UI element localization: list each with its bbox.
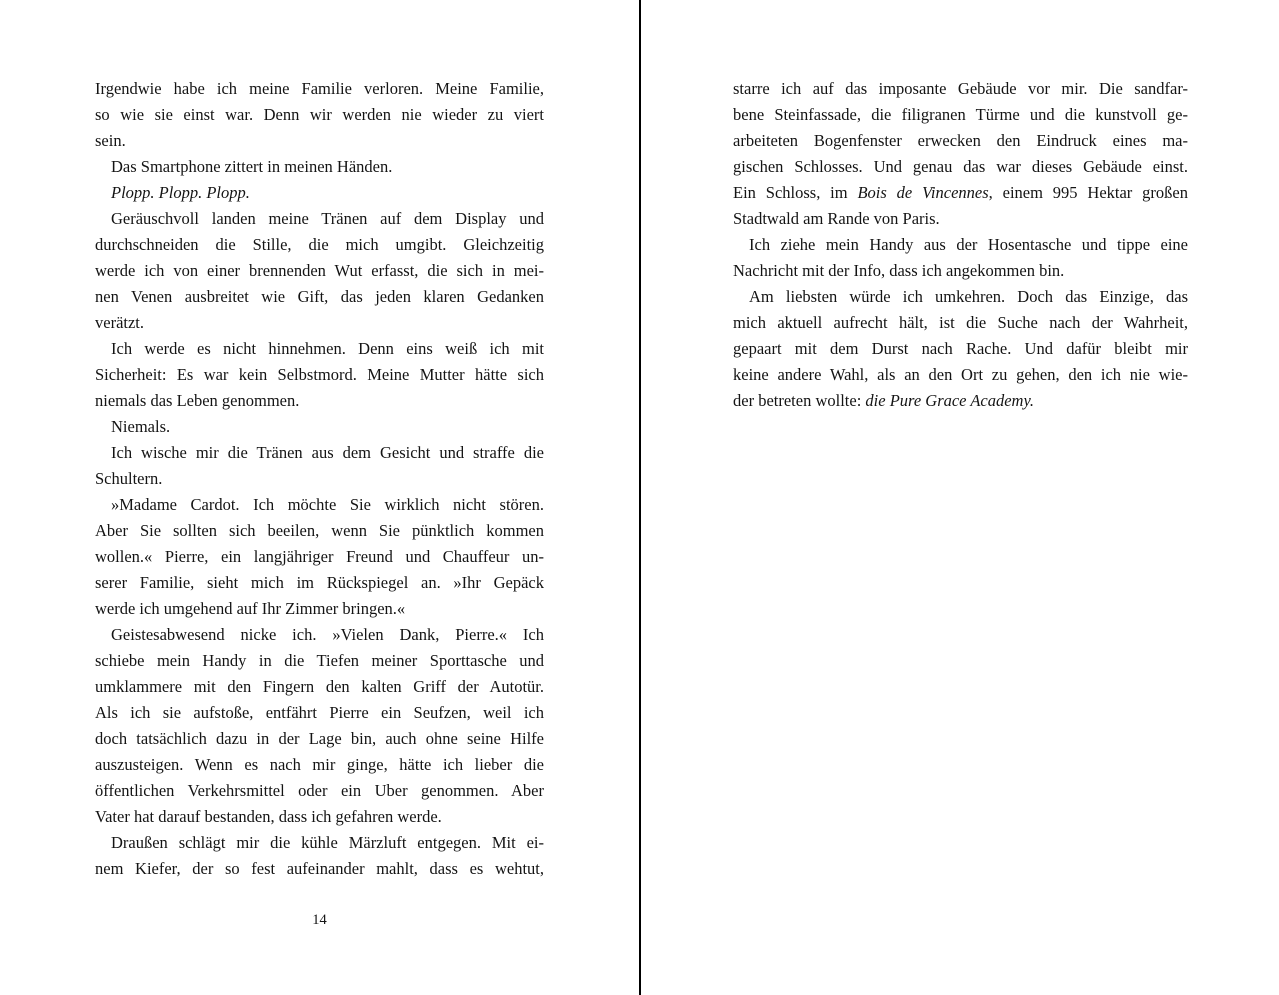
- text-run: sein.: [95, 131, 126, 150]
- text-run: niemals das Leben genommen.: [95, 391, 300, 410]
- text-run: umklammere mit den Fingern den kalten Griff der Autotür.: [95, 677, 544, 696]
- page-left-text-block: [95, 76, 544, 882]
- text-run: Ich wische mir die Tränen aus dem Gesicht und straffe die: [111, 443, 544, 462]
- text-run: Stadtwald am Rande von Paris.: [733, 209, 940, 228]
- text-run: nen Venen ausbreitet wie Gift, das jeden klaren Gedanken: [95, 287, 544, 306]
- text-line: [733, 310, 1188, 336]
- text-run: Aber Sie sollten sich beeilen, wenn Sie pünktlich kommen: [95, 521, 544, 540]
- text-line: [733, 258, 1188, 284]
- text-run: Vater hat darauf bestanden, dass ich gefahren werde.: [95, 807, 442, 826]
- text-run: Geräuschvoll landen meine Tränen auf dem Display und: [111, 209, 544, 228]
- text-run: so wie sie einst war. Denn wir werden nie wieder zu viert: [95, 105, 544, 124]
- text-run: Am liebsten würde ich umkehren. Doch das Einzige, das: [749, 287, 1188, 306]
- text-line: [95, 76, 544, 102]
- page-right-text-block: [733, 76, 1188, 414]
- text-run: arbeiteten Bogenfenster erwecken den Eindruck eines ma-: [733, 131, 1188, 150]
- text-line: [95, 362, 544, 388]
- text-run: auszusteigen. Wenn es nach mir ginge, hätte ich lieber die: [95, 755, 544, 774]
- text-line: [733, 284, 1188, 310]
- text-line: [733, 362, 1188, 388]
- text-line: [95, 830, 544, 856]
- text-run: Sicherheit: Es war kein Selbstmord. Meine Mutter hätte sich: [95, 365, 544, 384]
- text-line: [733, 336, 1188, 362]
- text-run: wollen.« Pierre, ein langjähriger Freund und Chauffeur un-: [95, 547, 544, 566]
- text-run: gischen Schlosses. Und genau das war dieses Gebäude einst.: [733, 157, 1188, 176]
- text-line: [733, 76, 1188, 102]
- text-line: [733, 388, 1188, 414]
- text-run: Nachricht mit der Info, dass ich angekommen bin.: [733, 261, 1065, 280]
- text-line: [733, 128, 1188, 154]
- text-run: Niemals.: [111, 417, 171, 436]
- text-run: doch tatsächlich dazu in der Lage bin, auch ohne seine Hilfe: [95, 729, 544, 748]
- text-run: mich aktuell aufrecht hält, ist die Suche nach der Wahrheit,: [733, 313, 1188, 332]
- text-run: verätzt.: [95, 313, 145, 332]
- text-run: Ein Schloss, im: [733, 183, 858, 202]
- text-run: öffentlichen Verkehrsmittel oder ein Uber genommen. Aber: [95, 781, 544, 800]
- text-line: [95, 648, 544, 674]
- italic-text-run: die Pure Grace Academy.: [865, 391, 1035, 410]
- text-line: [95, 258, 544, 284]
- text-line: [95, 492, 544, 518]
- text-line: [95, 128, 544, 154]
- text-line: [95, 674, 544, 700]
- text-run: Geistesabwesend nicke ich. »Vielen Dank, Pierre.« Ich: [111, 625, 544, 644]
- text-line: [95, 518, 544, 544]
- text-run: der betreten wollte:: [733, 391, 866, 410]
- text-line: [95, 180, 544, 206]
- text-line: [95, 284, 544, 310]
- text-line: [95, 414, 544, 440]
- text-run: nem Kiefer, der so fest aufeinander mahlt, dass es wehtut,: [95, 859, 544, 878]
- text-run: gepaart mit dem Durst nach Rache. Und dafür bleibt mir: [733, 339, 1188, 358]
- text-line: [95, 154, 544, 180]
- text-run: starre ich auf das imposante Gebäude vor mir. Die sandfar-: [733, 79, 1188, 98]
- text-line: [95, 570, 544, 596]
- page-left: [0, 0, 639, 995]
- text-line: [733, 180, 1188, 206]
- text-run: Draußen schlägt mir die kühle Märzluft entgegen. Mit ei-: [111, 833, 544, 852]
- text-line: [733, 154, 1188, 180]
- text-line: [95, 336, 544, 362]
- text-run: Als ich sie aufstoße, entfährt Pierre ein Seufzen, weil ich: [95, 703, 544, 722]
- text-run: werde ich von einer brennenden Wut erfasst, die sich in mei-: [95, 261, 544, 280]
- text-run: bene Steinfassade, die filigranen Türme und die kunstvoll ge-: [733, 105, 1188, 124]
- text-run: Irgendwie habe ich meine Familie verloren. Meine Familie,: [95, 79, 544, 98]
- text-line: [95, 856, 544, 882]
- page-right: [641, 0, 1279, 995]
- text-line: [95, 622, 544, 648]
- text-run: schiebe mein Handy in die Tiefen meiner Sporttasche und: [95, 651, 544, 670]
- text-line: [95, 726, 544, 752]
- text-line: [95, 388, 544, 414]
- text-run: , einem 995 Hektar großen: [988, 183, 1188, 202]
- text-line: [733, 206, 1188, 232]
- text-line: [95, 804, 544, 830]
- text-line: [733, 232, 1188, 258]
- text-line: [95, 544, 544, 570]
- text-line: [95, 752, 544, 778]
- text-run: Das Smartphone zittert in meinen Händen.: [111, 157, 393, 176]
- text-line: [95, 466, 544, 492]
- text-run: keine andere Wahl, als an den Ort zu gehen, den ich nie wie-: [733, 365, 1188, 384]
- text-run: durchschneiden die Stille, die mich umgibt. Gleichzeitig: [95, 235, 544, 254]
- text-run: werde ich umgehend auf Ihr Zimmer bringen.«: [95, 599, 406, 618]
- text-line: [95, 310, 544, 336]
- text-run: Schultern.: [95, 469, 163, 488]
- italic-text-run: Bois de Vincennes: [857, 183, 989, 202]
- text-line: [95, 232, 544, 258]
- text-line: [95, 440, 544, 466]
- text-run: Ich werde es nicht hinnehmen. Denn eins weiß ich mit: [111, 339, 544, 358]
- italic-text-run: Plopp. Plopp. Plopp.: [111, 183, 250, 202]
- text-line: [95, 596, 544, 622]
- text-line: [95, 778, 544, 804]
- text-line: [95, 206, 544, 232]
- text-line: [95, 102, 544, 128]
- text-run: Ich ziehe mein Handy aus der Hosentasche und tippe eine: [749, 235, 1188, 254]
- text-line: [733, 102, 1188, 128]
- text-run: serer Familie, sieht mich im Rückspiegel an. »Ihr Gepäck: [95, 573, 544, 592]
- text-run: »Madame Cardot. Ich möchte Sie wirklich nicht stören.: [111, 495, 544, 514]
- text-line: [95, 700, 544, 726]
- page-number: 14: [312, 912, 327, 928]
